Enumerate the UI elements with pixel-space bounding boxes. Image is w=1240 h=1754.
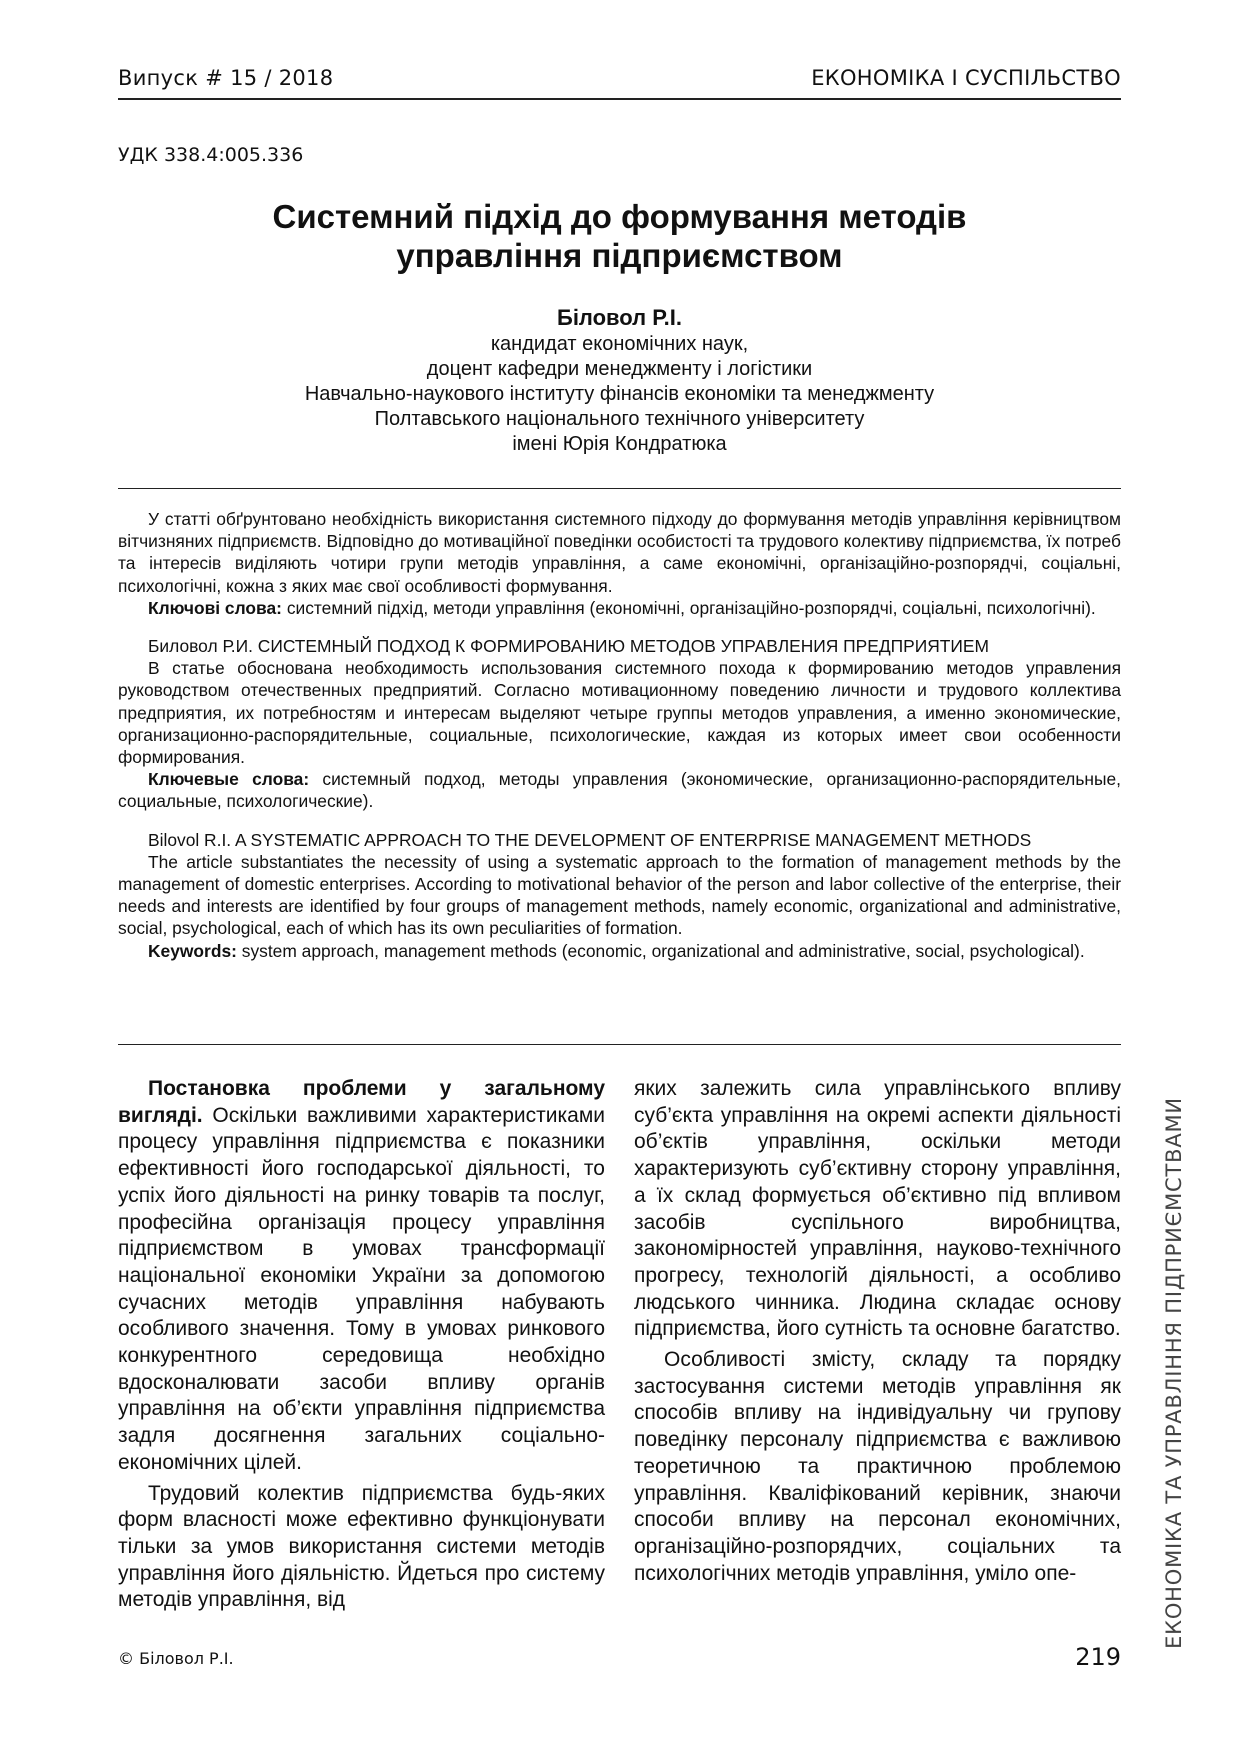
body-column-left xyxy=(118,1076,605,1614)
affiliation-line: Полтавського національного технічного університету xyxy=(374,408,865,430)
page-number: 219 xyxy=(1075,1643,1121,1671)
issue-number: Випуск # 15 / 2018 xyxy=(118,66,334,90)
divider-top xyxy=(118,488,1121,489)
copyright-notice: © Біловол Р.І. xyxy=(118,1649,234,1668)
affiliation-line: кандидат економічних наук, xyxy=(490,333,749,355)
keywords-text: system approach, management methods (economic, organizational and administrative, social, psychological). xyxy=(241,940,1085,961)
affiliation-line: доцент кафедри менеджменту і логістики xyxy=(426,358,813,380)
keywords-label: Ключевые слова: xyxy=(148,769,310,790)
running-header xyxy=(118,62,1121,100)
article-title xyxy=(118,197,1121,275)
affiliation-line: імені Юрія Кондратюка xyxy=(512,433,727,455)
abstract-uk-text: У статті обґрунтовано необхідність використання системного підходу до формування методів управління керівництвом вітчизняних підприємств. Відповідно до мотиваційної поведінки особистості та трудового колективу підприємства, їх потреб та інтересів виділяють чотири групи методів управління, а саме економічні, організаційно-розпорядчі, соціальні, психологічні, кожна з яких має свої особливості формування. xyxy=(118,509,1121,596)
udk-code: УДК 338.4:005.336 xyxy=(118,144,304,166)
keywords-label: Keywords: xyxy=(148,940,237,961)
abstract-ru-keywords xyxy=(118,768,1121,812)
body-paragraph: Особливості змісту, складу та порядку застосування системи методів управління як способів впливу на індивідуальну чи групову поведінку персоналу підприємства є важливою теоретичною та практичною проблемою управління. Кваліфікований керівник, знаючи способи впливу на персонал економічних, організаційно-розпорядчих, соціальних та психологічних методів управління, уміло опе- xyxy=(634,1348,1121,1585)
abstracts-section xyxy=(118,508,1121,962)
keywords-text: системний підхід, методи управління (економічні, організаційно-розпорядчі, соціальні, психологічні). xyxy=(286,597,1096,618)
body-paragraph: Трудовий колектив підприємства будь-яких форм власності може ефективно функціонувати тільки за умов використання системи методів управління його діяльністю. Йдеться про систему методів управління, від xyxy=(118,1481,605,1612)
title-line: Системний підхід до формування методів xyxy=(272,198,967,235)
keywords-label: Ключові слова: xyxy=(148,597,282,618)
body-column-right xyxy=(634,1076,1121,1587)
author-name: Біловол Р.І. xyxy=(557,305,682,330)
abstract-ru-heading: Биловол Р.И. СИСТЕМНЫЙ ПОДХОД К ФОРМИРОВАНИЮ МЕТОДОВ УПРАВЛЕНИЯ ПРЕДПРИЯТИЕМ xyxy=(148,636,990,657)
side-label-text: ЕКОНОМІКА ТА УПРАВЛІННЯ ПІДПРИЄМСТВАМИ xyxy=(1162,1097,1186,1649)
divider-bottom xyxy=(118,1044,1121,1045)
body-paragraph: яких залежить сила управлінського впливу суб’єкта управління на окремі аспекти діяльності об’єктів управління, оскільки методи характеризують суб’єктивну сторону управління, а їх склад формується об’єктивно під впливом засобів суспільного виробництва, закономірностей управління, науково-технічного прогресу, технологій діяльності, а особливо людського чинника. Людина складає основу підприємства, його сутність та основне багатство. xyxy=(634,1077,1121,1341)
abstract-ru-text: В статье обоснована необходимость использования системного похода к формированию методов управления руководством отечественных предприятий. Согласно мотивационному поведению личности и трудового коллектива предприятия, их потребностям и интересам выделяют четыре группы методов управления, а именно экономические, организационно-распорядительные, социальные, психологические, каждая из которых имеет свои особенности формирования. xyxy=(118,658,1121,768)
side-section-label xyxy=(1158,1097,1190,1649)
section-heading: Постановка проблеми у загальному вигляді. xyxy=(118,1077,605,1127)
title-line: управління підприємством xyxy=(396,237,843,274)
body-paragraph: Постановка проблеми у загальному вигляді. Оскільки важливими характеристиками процесу управління підприємства є показники ефективності його господарської діяльності, то успіх його діяльності на ринку товарів та послуг, професійна організація процесу управління підприємством в умовах трансформації національної економіки України за допомогою сучасних методів управління набувають особливого значення. Тому в умовах ринкового конкурентного середовища необхідно вдосконалювати засоби впливу органів управління на об’єкти управління підприємства задля досягнення загальних соціально-економічних цілей. xyxy=(118,1077,605,1474)
affiliation-line: Навчально-наукового інституту фінансів економіки та менеджменту xyxy=(304,383,935,405)
author-block xyxy=(118,305,1121,457)
abstract-uk-keywords xyxy=(118,597,1121,619)
abstract-en-keywords xyxy=(118,940,1121,962)
keywords-text: системный подход, методы управления (экономические, организационно-распорядительные, социальные, психологические). xyxy=(118,769,1121,812)
abstract-en-heading: Bilovol R.I. A SYSTEMATIC APPROACH TO THE DEVELOPMENT OF ENTERPRISE MANAGEMENT METHODS xyxy=(148,829,1032,850)
abstract-en-text: The article substantiates the necessity of using a systematic approach to the formation of management methods by the management of domestic enterprises. According to motivational behavior of the person and labor collective of the enterprise, their needs and interests are identified by four groups of management methods, namely economic, organizational and administrative, social, psychological, each of which has its own peculiarities of formation. xyxy=(118,851,1121,939)
journal-name: ЕКОНОМІКА І СУСПІЛЬСТВО xyxy=(811,66,1121,90)
